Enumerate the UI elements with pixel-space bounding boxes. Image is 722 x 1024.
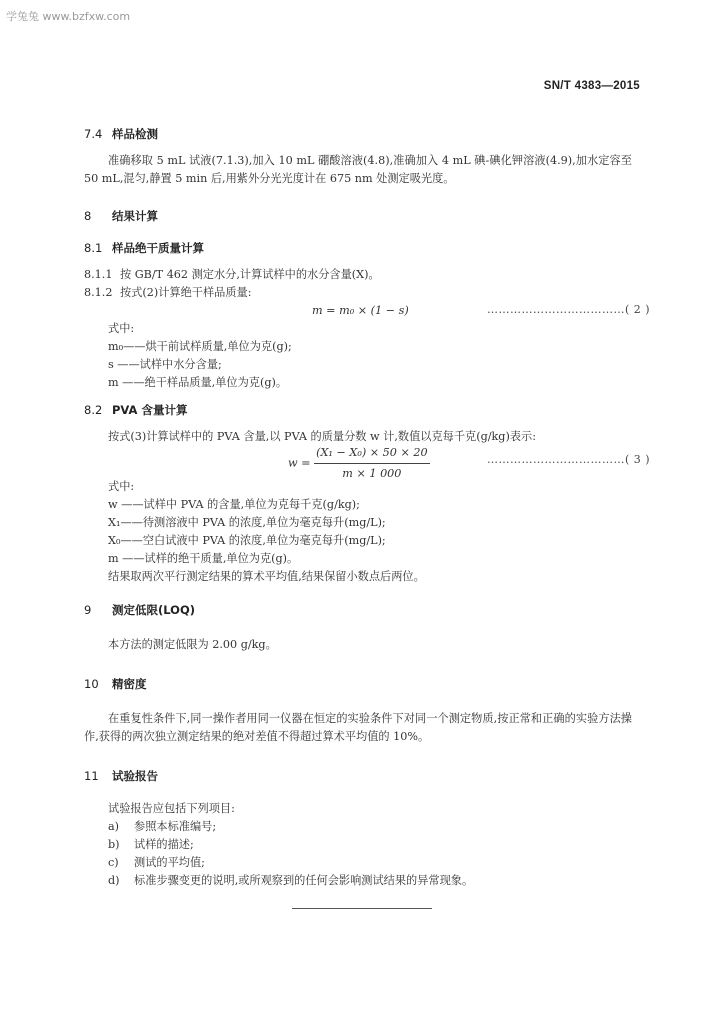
section-title: 精密度 xyxy=(112,677,147,691)
section-title: 样品检测 xyxy=(112,127,158,141)
list-text: 测试的平均值; xyxy=(134,856,205,869)
formula-denominator: m × 1 000 xyxy=(342,467,402,480)
list-label: b) xyxy=(108,838,120,851)
clause-number: 8.1.2 xyxy=(84,286,113,299)
formula-numerator: (X₁ − X₀) × 50 × 20 xyxy=(314,444,430,464)
formula-2: m = m₀ × (1 − s) xyxy=(312,304,409,317)
section-number: 8 xyxy=(84,209,92,223)
document-number: SN/T 4383—2015 xyxy=(543,80,640,92)
watermark: 学兔兔 www.bzfxw.com xyxy=(6,10,131,23)
list-item xyxy=(108,836,194,854)
section-8-1-heading xyxy=(84,240,204,256)
section-10-paragraph: 在重复性条件下,同一操作者用同一仪器在恒定的实验条件下对同一个测定物质,按正常和正确的实验方法操作,获得的两次独立测定结果的绝对差值不得超过算术平均值的 10%。 xyxy=(84,712,632,743)
section-10-heading xyxy=(84,676,147,692)
section-title: 试验报告 xyxy=(112,769,158,783)
section-7-4-paragraph: 准确移取 5 mL 试液(7.1.3),加入 10 mL 硼酸溶液(4.8),准确加入 4 mL 碘-碘化钾溶液(4.9),加水定容至 50 mL,混匀,静置 5 min 后,用紫外分光光度计在 675 nm 处测定吸光度。 xyxy=(84,154,632,185)
clause-text: 按 GB/T 462 测定水分,计算试样中的水分含量(X)。 xyxy=(120,268,380,281)
section-title: 结果计算 xyxy=(112,209,158,223)
list-item xyxy=(108,818,216,836)
clause-text: 按式(2)计算绝干样品质量: xyxy=(120,286,252,299)
list-item xyxy=(108,872,473,890)
section-title: PVA 含量计算 xyxy=(112,403,188,417)
definition-line: m ——试样的绝干质量,单位为克(g)。 xyxy=(108,552,299,565)
end-rule xyxy=(292,908,432,909)
section-11-heading xyxy=(84,768,158,784)
definition-line: w ——试样中 PVA 的含量,单位为克每千克(g/kg); xyxy=(108,498,360,511)
section-number: 9 xyxy=(84,603,92,617)
section-number: 8.1 xyxy=(84,241,103,255)
section-number: 7.4 xyxy=(84,127,103,141)
result-rule: 结果取两次平行测定结果的算术平均值,结果保留小数点后两位。 xyxy=(108,570,425,583)
section-number: 11 xyxy=(84,769,99,783)
list-label: c) xyxy=(108,856,119,869)
list-text: 标准步骤变更的说明,或所观察到的任何会影响测试结果的异常现象。 xyxy=(134,874,474,887)
section-9-paragraph: 本方法的测定低限为 2.00 g/kg。 xyxy=(108,638,277,651)
section-number: 10 xyxy=(84,677,99,691)
section-8-2-intro: 按式(3)计算试样中的 PVA 含量,以 PVA 的质量分数 w 计,数值以克每千克(g/kg)表示: xyxy=(108,430,536,443)
definition-line: X₀——空白试液中 PVA 的浓度,单位为毫克每升(mg/L); xyxy=(108,534,386,547)
section-8-2-heading xyxy=(84,402,187,418)
list-label: a) xyxy=(108,820,120,833)
list-label: d) xyxy=(108,874,120,887)
definition-line: m ——绝干样品质量,单位为克(g)。 xyxy=(108,376,288,389)
list-text: 试样的描述; xyxy=(134,838,194,851)
list-text: 参照本标准编号; xyxy=(134,820,217,833)
section-title: 样品绝干质量计算 xyxy=(112,241,204,255)
clause-number: 8.1.1 xyxy=(84,268,113,281)
where-label: 式中: xyxy=(108,322,135,335)
definition-line: X₁——待测溶液中 PVA 的浓度,单位为毫克每升(mg/L); xyxy=(108,516,386,529)
section-number: 8.2 xyxy=(84,403,103,417)
clause-8-1-1 xyxy=(84,266,380,284)
section-7-4-heading xyxy=(84,126,158,142)
formula-3-reference: ………………………………( 3 ) xyxy=(487,453,651,466)
where-label: 式中: xyxy=(108,480,135,493)
definition-line: m₀——烘干前试样质量,单位为克(g); xyxy=(108,340,292,353)
clause-8-1-2 xyxy=(84,284,252,302)
section-title: 测定低限(LOQ) xyxy=(112,603,195,617)
formula-lhs: w = xyxy=(288,456,311,470)
section-8-heading xyxy=(84,208,158,224)
formula-fraction xyxy=(314,444,430,483)
section-9-heading xyxy=(84,602,195,618)
formula-3 xyxy=(288,444,430,483)
definition-line: s ——试样中水分含量; xyxy=(108,358,222,371)
list-item xyxy=(108,854,205,872)
report-intro: 试验报告应包括下列项目: xyxy=(108,802,235,815)
formula-2-reference: ………………………………( 2 ) xyxy=(487,303,651,316)
